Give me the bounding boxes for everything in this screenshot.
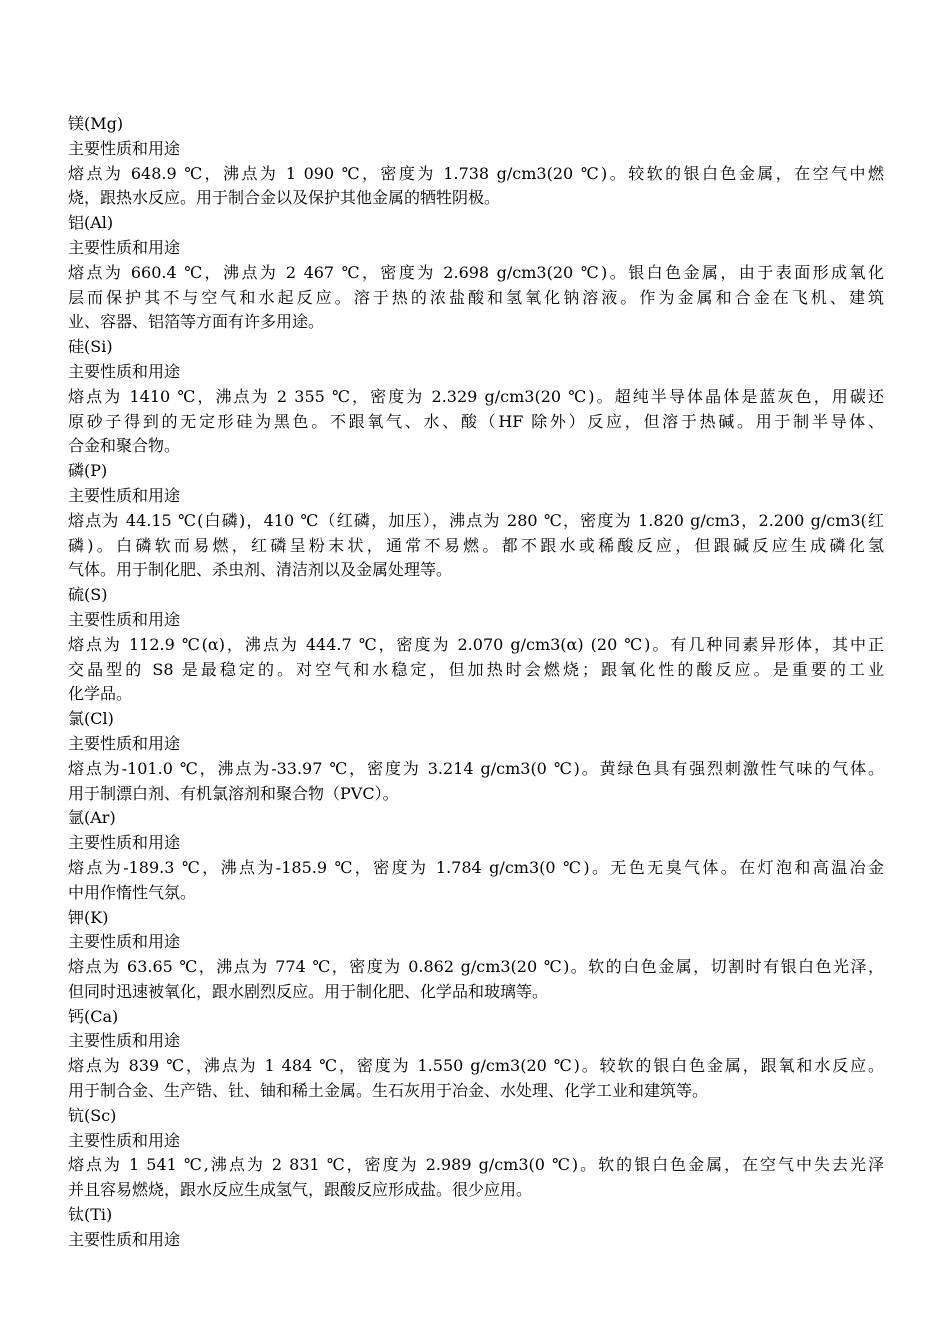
text-line: 层而保护其不与空气和水起反应。溶于热的浓盐酸和氢氧化钠溶液。作为金属和合金在飞机、建筑: [68, 287, 884, 307]
text-line: 主要性质和用途: [68, 1031, 181, 1051]
text-line: 熔点为 44.15 ℃(白磷)，410 ℃（红磷，加压），沸点为 280 ℃，密度为 1.820 g/cm3，2.200 g/cm3(红: [68, 510, 884, 530]
text-line: 熔点为-189.3 ℃，沸点为-185.9 ℃，密度为 1.784 g/cm3(0 ℃)。无色无臭气体。在灯泡和高温冶金: [68, 857, 884, 877]
text-line: 烧，跟热水反应。用于制合金以及保护其他金属的牺牲阴极。: [68, 188, 501, 208]
text-line: 气体。用于制化肥、杀虫剂、清洁剂以及金属处理等。: [68, 560, 453, 580]
text-line: 硫(S): [68, 585, 108, 605]
text-line: 磷)。白磷软而易燃，红磷呈粉末状，通常不易燃。都不跟水或稀酸反应，但跟碱反应生成磷化氢: [68, 535, 884, 555]
text-line: 主要性质和用途: [68, 733, 181, 753]
text-line: 原砂子得到的无定形硅为黑色。不跟氧气、水、酸（HF 除外）反应，但溶于热碱。用于制半导体、: [68, 411, 884, 431]
document-page: [68, 112, 884, 1253]
text-line: 钛(Ti): [68, 1205, 113, 1225]
text-line: 熔点为 648.9 ℃，沸点为 1 090 ℃，密度为 1.738 g/cm3(20 ℃)。较软的银白色金属，在空气中燃: [68, 163, 884, 183]
text-line: 但同时迅速被氧化，跟水剧烈反应。用于制化肥、化学品和玻璃等。: [68, 981, 549, 1001]
text-line: 熔点为-101.0 ℃，沸点为-33.97 ℃，密度为 3.214 g/cm3(0 ℃)。黄绿色具有强烈刺激性气味的气体。: [68, 758, 884, 778]
text-line: 业、容器、铝箔等方面有许多用途。: [68, 312, 325, 332]
text-line: 钪(Sc): [68, 1105, 117, 1125]
text-line: 主要性质和用途: [68, 609, 181, 629]
text-line: 氯(Cl): [68, 709, 114, 729]
text-line: 熔点为 63.65 ℃，沸点为 774 ℃，密度为 0.862 g/cm3(20 ℃)。软的白色金属，切割时有银白色光泽，: [68, 957, 884, 977]
text-line: 熔点为 112.9 ℃(α)，沸点为 444.7 ℃，密度为 2.070 g/cm3(α) (20 ℃)。有几种同素异形体，其中正: [68, 634, 884, 654]
text-line: 熔点为 660.4 ℃，沸点为 2 467 ℃，密度为 2.698 g/cm3(20 ℃)。银白色金属，由于表面形成氧化: [68, 262, 884, 282]
text-line: 合金和聚合物。: [68, 436, 181, 456]
text-line: 用于制合金、生产锆、钍、铀和稀土金属。生石灰用于冶金、水处理、化学工业和建筑等。: [68, 1081, 709, 1101]
text-line: 氩(Ar): [68, 808, 116, 828]
text-line: 钙(Ca): [68, 1006, 119, 1026]
text-line: 主要性质和用途: [68, 833, 181, 853]
text-line: 用于制漂白剂、有机氯溶剂和聚合物（PVC）。: [68, 783, 399, 803]
text-line: 主要性质和用途: [68, 485, 181, 505]
text-line: 钾(K): [68, 907, 109, 927]
text-line: 交晶型的 S8 是最稳定的。对空气和水稳定，但加热时会燃烧；跟氧化性的酸反应。是重要的工业: [68, 659, 884, 679]
text-line: 铝(Al): [68, 213, 114, 233]
text-line: 主要性质和用途: [68, 138, 181, 158]
text-line: 主要性质和用途: [68, 1229, 181, 1249]
text-line: 中用作惰性气氛。: [68, 882, 197, 902]
text-line: 并且容易燃烧，跟水反应生成氢气，跟酸反应形成盐。很少应用。: [68, 1180, 533, 1200]
text-line: 主要性质和用途: [68, 1130, 181, 1150]
text-line: 主要性质和用途: [68, 361, 181, 381]
text-line: 主要性质和用途: [68, 932, 181, 952]
text-line: 熔点为 1 541 ℃,沸点为 2 831 ℃，密度为 2.989 g/cm3(0 ℃)。软的银白色金属，在空气中失去光泽: [68, 1155, 884, 1175]
text-line: 化学品。: [68, 684, 133, 704]
text-line: 熔点为 839 ℃，沸点为 1 484 ℃，密度为 1.550 g/cm3(20 ℃)。较软的银白色金属，跟氧和水反应。: [68, 1056, 884, 1076]
text-line: 主要性质和用途: [68, 237, 181, 257]
text-line: 熔点为 1410 ℃，沸点为 2 355 ℃，密度为 2.329 g/cm3(20 ℃)。超纯半导体晶体是蓝灰色，用碳还: [68, 386, 884, 406]
text-line: 磷(P): [68, 461, 108, 481]
text-line: 镁(Mg): [68, 114, 124, 133]
text-line: 硅(Si): [68, 337, 113, 357]
